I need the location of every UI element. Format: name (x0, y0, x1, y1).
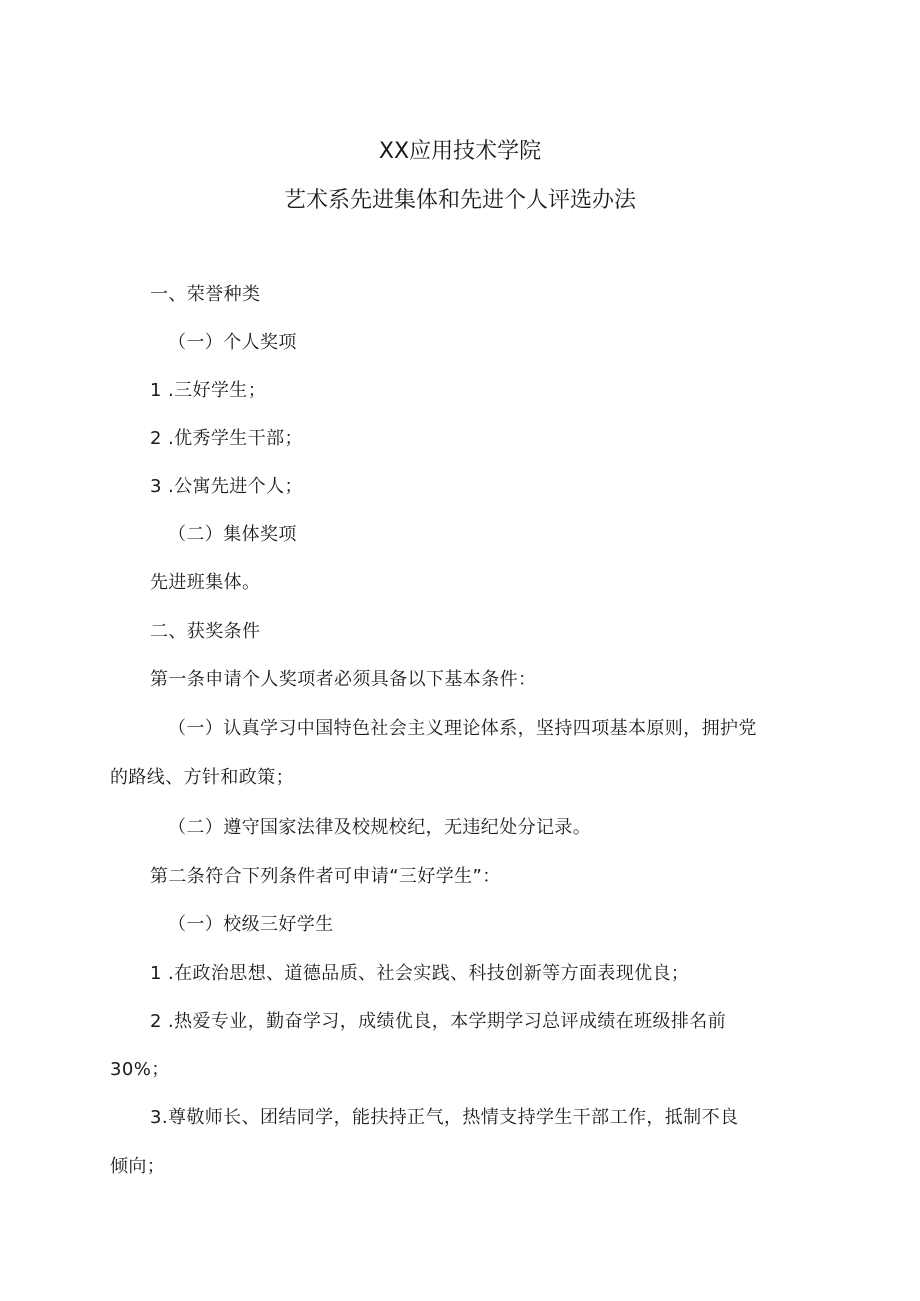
paragraph: （一）认真学习中国特色社会主义理论体系，坚持四项基本原则，拥护党 (168, 718, 757, 739)
list-item: 3.尊敬师长、团结同学，能扶持正气，热情支持学生干部工作，抵制不良 (150, 1107, 739, 1128)
list-item: 3 .公寓先进个人； (150, 476, 303, 497)
subsection-heading: （一）个人奖项 (168, 332, 297, 353)
list-item: 2 .优秀学生干部； (150, 428, 303, 449)
paragraph-continuation: 倾向； (110, 1156, 166, 1177)
paragraph-continuation: 30%； (110, 1059, 170, 1080)
paragraph-continuation: 的路线、方针和政策； (110, 767, 294, 788)
list-item: 1 .在政治思想、道德品质、社会实践、科技创新等方面表现优良； (150, 963, 690, 984)
subsection-heading: （二）集体奖项 (168, 524, 297, 545)
document-title-institution: XX应用技术学院 (378, 139, 542, 164)
article-heading: 第二条符合下列条件者可申请“三好学生”： (150, 866, 501, 887)
paragraph: （二）遵守国家法律及校规校纪，无违纪处分记录。 (168, 817, 592, 838)
subsection-heading: （一）校级三好学生 (168, 914, 334, 935)
article-heading: 第一条申请个人奖项者必须具备以下基本条件： (150, 669, 537, 690)
section-heading: 一、荣誉种类 (150, 284, 261, 305)
list-item: 1 .三好学生； (150, 380, 267, 401)
list-item: 2 .热爱专业，勤奋学习，成绩优良，本学期学习总评成绩在班级排名前 (150, 1011, 727, 1032)
document-title-main: 艺术系先进集体和先进个人评选办法 (283, 188, 636, 213)
section-heading: 二、获奖条件 (150, 621, 261, 642)
paragraph: 先进班集体。 (150, 572, 261, 593)
